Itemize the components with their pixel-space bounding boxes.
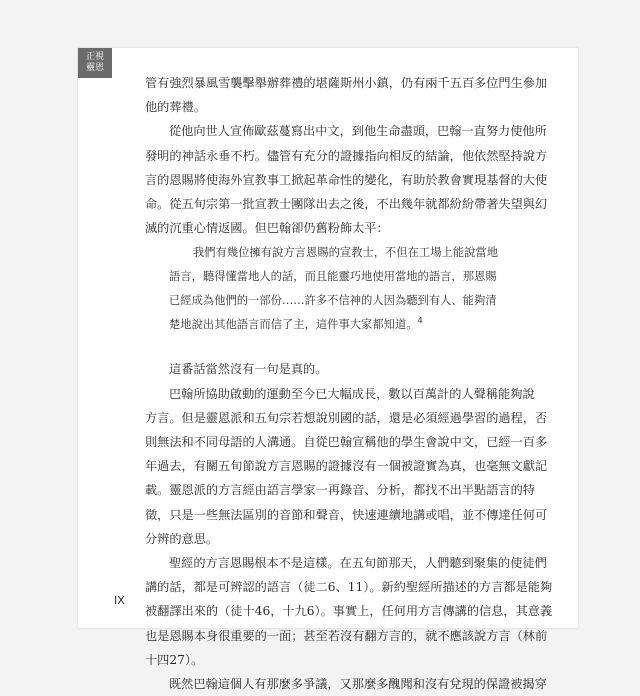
text-line: 管有強烈暴風雪襲擊舉辦葬禮的堪薩斯州小鎮，仍有兩千五百多位門生參加 xyxy=(145,76,548,90)
book-page xyxy=(78,48,578,692)
text-line: 滅的沉重心情返國。但巴翰卻仍舊粉飾太平： xyxy=(145,221,389,236)
text-line: 聖經的方言恩賜根本不是這樣。在五旬節那天，人們聽到聚集的使徒們 xyxy=(169,556,547,571)
quote-line-text: 楚地說出其他語言而信了主，這件事大家都知道。 xyxy=(169,318,418,332)
text-line: 被翻譯出來的（徒十46，十九6）。事實上，任何用方言傳講的信息，其意義 xyxy=(145,604,553,619)
text-line: 徵，只是一些無法區別的音節和聲音，快速連續地講或唱，並不傳達任何可 xyxy=(145,507,548,522)
quote-line: 語言，聽得懂當地人的話，而且能靈巧地使用當地的語言，那恩賜 xyxy=(169,270,497,284)
quote-line: 我們有幾位擁有說方言恩賜的宣教士，不但在工場上能說當地 xyxy=(193,246,499,260)
quote-line xyxy=(145,313,531,337)
text-line: 命。從五旬宗第一批宣教士團隊出去之後，不出幾年就都紛紛帶著失望與幻 xyxy=(145,197,548,212)
chapter-tab-line-1: 正視 xyxy=(85,52,104,62)
page-number: IX xyxy=(114,594,125,607)
text-line: 這番話當然沒有一句是真的。 xyxy=(169,362,328,377)
text-line: 方言。但是靈恩派和五旬宗若想說別國的話，還是必須經過學習的過程，否 xyxy=(145,410,548,425)
text-line: 巴翰所協助啟動的運動至今已大幅成長，數以百萬計的人聲稱能夠說 xyxy=(169,386,535,401)
chapter-tab xyxy=(78,48,112,78)
text-line: 發明的神話永垂不朽。儘管有充分的證據指向相反的結論，他依然堅持說方 xyxy=(145,148,548,163)
chapter-tab-line-2: 靈恩 xyxy=(85,63,104,73)
quote-line: 已經成為他們的一部份……許多不信神的人因為聽到有人、能夠清 xyxy=(169,294,497,308)
text-line: 從他向世人宣佈歐茲蔓寫出中文，到他生命盡頭，巴翰一直努力使他所 xyxy=(169,124,547,139)
block-quote xyxy=(145,241,531,337)
text-line: 講的話，都是可辨認的語言（徒二6、11）。新約聖經所描述的方言都是能夠 xyxy=(145,580,553,595)
text-line: 既然巴翰這個人有那麼多爭議，又那麼多醜聞和沒有兌現的保證被揭穿 xyxy=(169,677,547,692)
text-line: 他的葬禮。 xyxy=(145,100,206,115)
body-text xyxy=(145,71,553,696)
text-line: 也是恩賜本身很重要的一面；甚至若沒有翻方言的，就不應該說方言（林前 xyxy=(145,628,548,643)
text-line: 言的恩賜將使海外宣教事工掀起革命性的變化，有助於教會實現基督的大使 xyxy=(145,172,548,187)
text-line: 十四27）。 xyxy=(145,652,204,667)
footnote-marker: 4 xyxy=(417,316,423,326)
text-line: 年過去，有關五旬節說方言恩賜的證據沒有一個被證實為真，也毫無文獻記 xyxy=(145,459,548,474)
text-line: 則無法和不同母語的人溝通。自從巴翰宣稱他的學生會說中文，已經一百多 xyxy=(145,435,548,450)
text-line: 分辨的意思。 xyxy=(145,531,219,546)
text-line: 載。靈恩派的方言經由語言學家一再錄音、分析，都找不出半點語言的特 xyxy=(145,483,535,498)
